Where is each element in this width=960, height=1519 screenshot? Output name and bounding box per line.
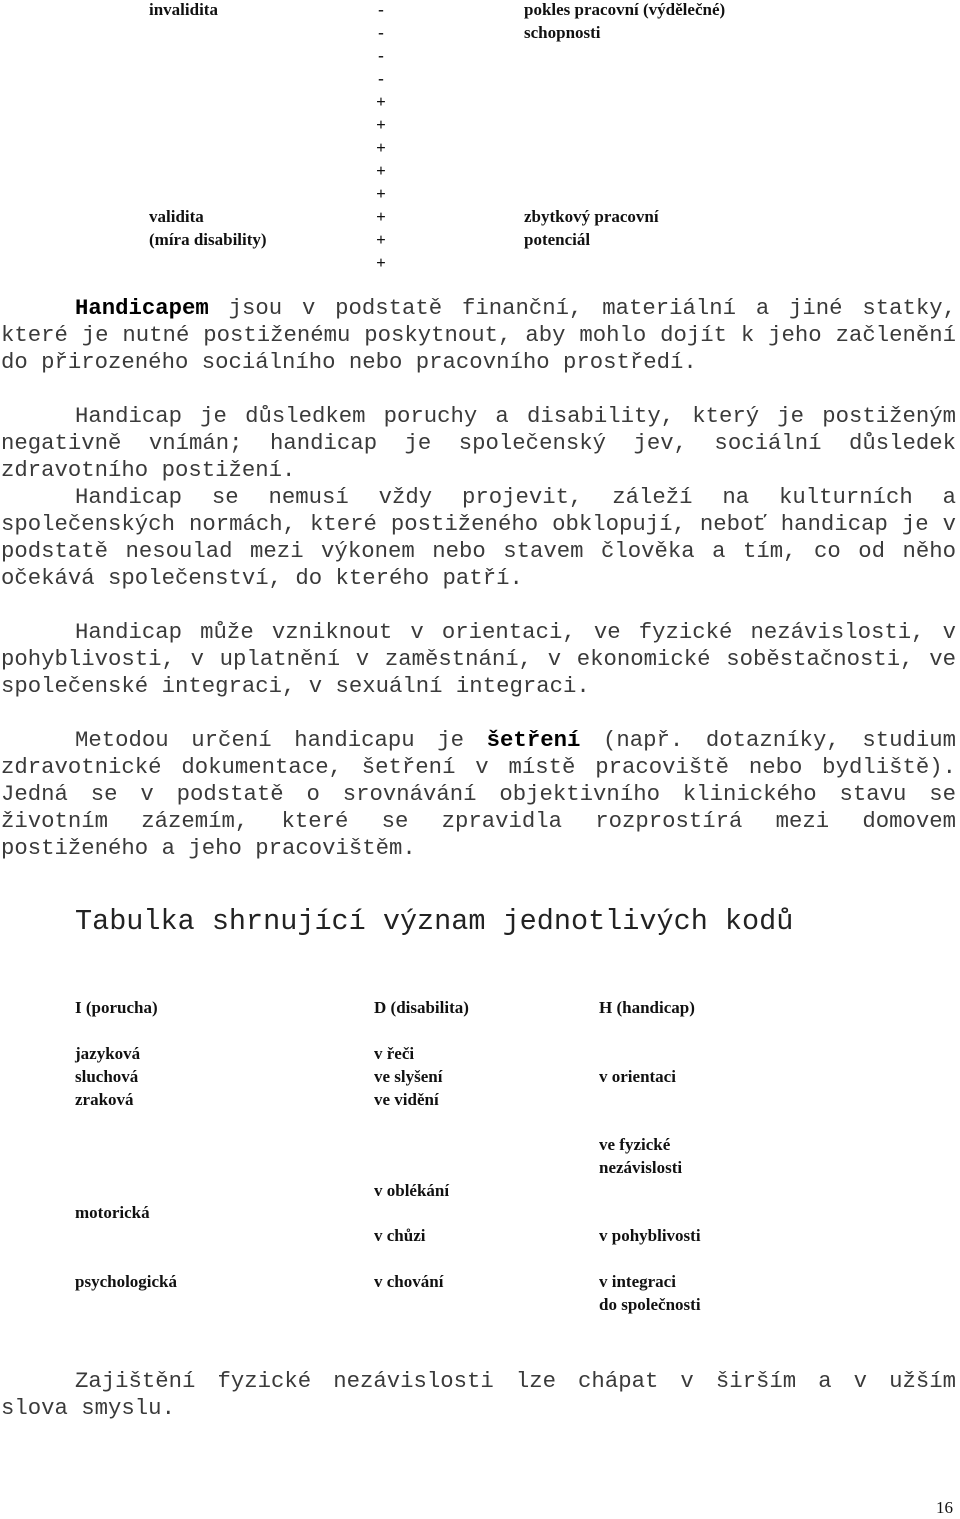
label-pokles-line2: schopnosti: [524, 23, 601, 42]
table-cell: v orientaci: [599, 1067, 676, 1086]
scale-sign: +: [376, 138, 386, 157]
col-header-handicap: H (handicap): [599, 998, 695, 1017]
label-zbytkovy-line1: zbytkový pracovní: [524, 207, 659, 226]
table-cell: sluchová: [75, 1067, 139, 1086]
scale-sign: +: [376, 230, 386, 249]
table-cell: do společnosti: [599, 1295, 701, 1314]
table-cell: v chůzi: [374, 1226, 426, 1245]
scale-sign: +: [376, 92, 386, 111]
scale-sign: +: [376, 184, 386, 203]
scale-sign: -: [378, 46, 384, 65]
paragraph-closing: Zajištění fyzické nezávislosti lze chápat v širším a v užším slova smyslu.: [1, 1368, 956, 1421]
table-cell: ve fyzické: [599, 1135, 671, 1154]
table-cell: v integraci: [599, 1272, 676, 1291]
table-cell: jazyková: [75, 1044, 141, 1063]
table-heading: Tabulka shrnující význam jednotlivých kodů: [75, 905, 794, 938]
table-cell: zraková: [75, 1090, 134, 1109]
table-cell: v řeči: [374, 1044, 415, 1063]
scale-sign: +: [376, 161, 386, 180]
label-mira-disability: (míra disability): [149, 230, 267, 249]
table-cell: ve slyšení: [374, 1067, 443, 1086]
scale-sign: +: [376, 115, 386, 134]
label-pokles-line1: pokles pracovní (výdělečné): [524, 0, 726, 19]
paragraph-handicapem: Handicapem jsou v podstatě finanční, materiální a jiné statky, které je nutné postiženému poskytnout, aby mohlo dojít k jeho začlenění do přirozeného sociálního nebo pracovního prostředí.: [1, 295, 956, 375]
col-header-disabilita: D (disabilita): [374, 998, 469, 1017]
table-cell: v chování: [374, 1272, 444, 1291]
scale-sign: -: [378, 23, 384, 42]
term-setreni: šetření: [486, 727, 581, 753]
label-invalidita: invalidita: [149, 0, 218, 19]
scale-sign: +: [376, 253, 386, 272]
label-zbytkovy-line2: potenciál: [524, 230, 591, 249]
table-cell: psychologická: [75, 1272, 178, 1291]
table-cell: motorická: [75, 1203, 150, 1222]
col-header-porucha: I (porucha): [75, 998, 158, 1017]
scale-sign: +: [376, 207, 386, 226]
paragraph-handicap-kultura: Handicap se nemusí vždy projevit, záleží na kulturních a společenských normách, které postiženého obklopují, neboť handicap je v podstatě nesoulad mezi výkonem nebo stavem člověka a tím, co od něho očekává společenství, do kterého patří.: [1, 484, 956, 591]
page-number: 16: [936, 1498, 953, 1517]
table-cell: ve vidění: [374, 1090, 439, 1109]
paragraph-handicap-oblasti: Handicap může vzniknout v orientaci, ve fyzické nezávislosti, v pohyblivosti, v uplatnění v zaměstnání, v ekonomické soběstačnosti, ve společenské integraci, v sexuální integraci.: [1, 619, 956, 699]
scale-sign: -: [378, 0, 384, 19]
term-handicapem: Handicapem: [75, 295, 209, 321]
label-validita: validita: [149, 207, 204, 226]
scale-sign: -: [378, 69, 384, 88]
table-cell: v pohyblivosti: [599, 1226, 701, 1245]
table-cell: nezávislosti: [599, 1158, 683, 1177]
paragraph-metoda: Metodou určení handicapu je šetření (např. dotazníky, studium zdravotnické dokumentace, šetření v místě pracoviště nebo bydliště). Jedná se v podstatě o srovnávání objektivního klinického stavu se životním zázemím, které se zpravidla rozprostírá mezi domovem postiženého a jeho pracovištěm.: [1, 727, 956, 861]
table-cell: v oblékání: [374, 1181, 450, 1200]
paragraph-handicap-dusledek: Handicap je důsledkem poruchy a disability, který je postiženým negativně vnímán; handicap je společenský jev, sociální důsledek zdravotního postižení.: [1, 403, 956, 483]
